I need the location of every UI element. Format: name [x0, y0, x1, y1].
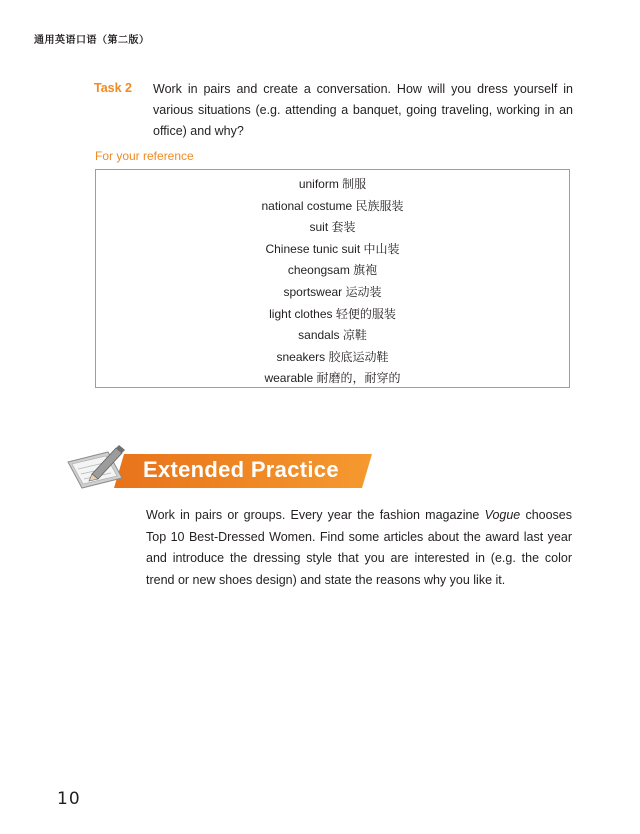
extended-practice-title: Extended Practice	[143, 457, 339, 482]
task-instructions: Work in pairs and create a conversation. How will you dress yourself in various situations (e.g. attending a banquet, going traveling, working in an office) and why?	[153, 82, 573, 138]
reference-label: For your reference	[95, 149, 194, 163]
vocabulary-list	[96, 170, 569, 390]
vocabulary-item: uniform 制服	[298, 177, 367, 191]
vocabulary-item: light clothes 轻便的服装	[269, 306, 396, 321]
vocabulary-item: suit 套装	[309, 220, 356, 235]
vocabulary-item: sneakers 胶底运动鞋	[276, 349, 389, 364]
instructions-text-end: chooses Top 10 Best-Dressed Women. Find some articles about the award last year and introduce the dressing style that you are interested in (e.g. the color trend or new shoes design) and state the reasons why you like it.	[146, 508, 573, 587]
vocabulary-item: cheongsam 旗袍	[287, 263, 378, 278]
instructions-text-start: Work in pairs or groups. Every year the fashion magazine	[146, 508, 485, 522]
reference-box	[95, 169, 570, 388]
vocabulary-item: wearable 耐磨的，耐穿的	[264, 371, 401, 386]
vocabulary-item: national costume 民族服装	[261, 198, 404, 213]
running-header: 通用英语口语（第二版）	[34, 35, 150, 46]
task-label: Task 2	[94, 81, 132, 95]
vocabulary-item: sandals 凉鞋	[298, 328, 367, 343]
magazine-name: Vogue	[484, 508, 521, 522]
page-number: 10	[57, 789, 81, 809]
vocabulary-item: sportswear 运动装	[283, 284, 382, 299]
extended-practice-instructions	[146, 505, 572, 591]
vocabulary-item: Chinese tunic suit 中山装	[265, 241, 400, 256]
